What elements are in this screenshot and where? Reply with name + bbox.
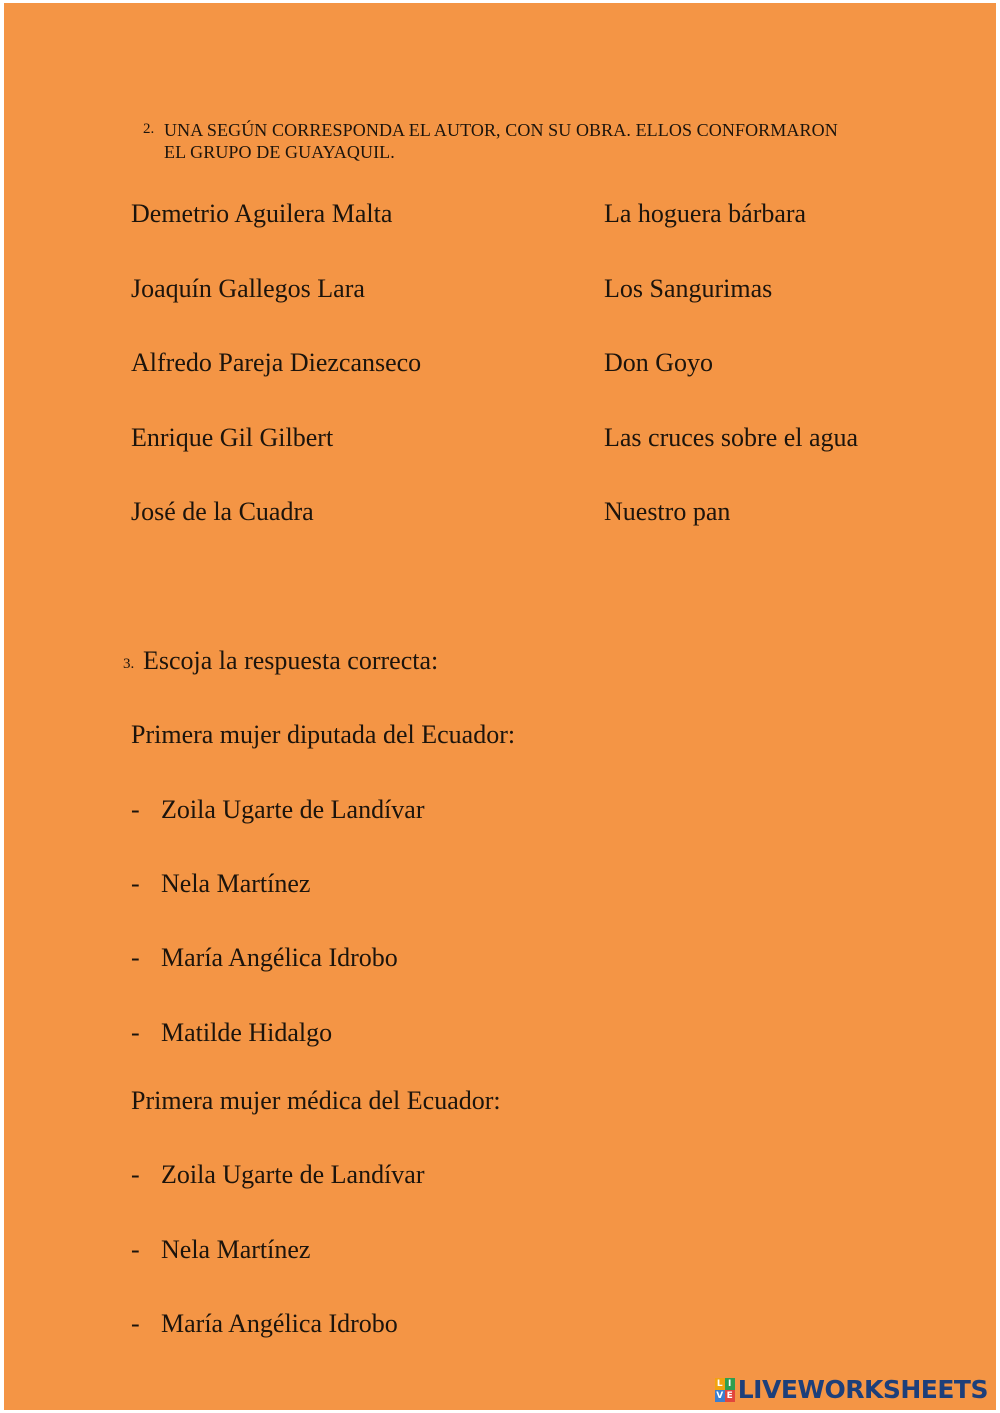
work-item[interactable]: Nuestro pan xyxy=(604,497,731,526)
option-bullet: - xyxy=(131,1018,140,1047)
work-item[interactable]: Don Goyo xyxy=(604,348,714,377)
question-2-instruction-line-2: EL GRUPO DE GUAYAQUIL. xyxy=(164,142,395,162)
option-bullet: - xyxy=(131,1160,140,1189)
question-3-number: 3. xyxy=(123,656,135,672)
work-item[interactable]: Los Sangurimas xyxy=(604,274,773,303)
question-3-instruction: Escoja la respuesta correcta: xyxy=(143,646,439,675)
option-item[interactable]: María Angélica Idrobo xyxy=(161,943,398,972)
liveworksheets-logo-text: LIVEWORKSHEETS xyxy=(737,1375,988,1404)
work-item[interactable]: La hoguera bárbara xyxy=(604,199,807,228)
logo-letter-v: V xyxy=(716,1390,724,1401)
author-item[interactable]: Alfredo Pareja Diezcanseco xyxy=(131,348,422,377)
logo-letter-i: I xyxy=(725,1378,735,1390)
author-item[interactable]: Demetrio Aguilera Malta xyxy=(131,199,393,228)
logo-letter-l: L xyxy=(715,1378,725,1390)
question-3-part-2-prompt: Primera mujer médica del Ecuador: xyxy=(131,1086,501,1115)
work-item[interactable]: Las cruces sobre el agua xyxy=(604,423,859,452)
option-bullet: - xyxy=(131,795,140,824)
author-item[interactable]: Joaquín Gallegos Lara xyxy=(131,274,365,303)
question-3-part-1-prompt: Primera mujer diputada del Ecuador: xyxy=(131,720,516,749)
option-item[interactable]: Matilde Hidalgo xyxy=(161,1018,333,1047)
option-item[interactable]: Nela Martínez xyxy=(161,869,311,898)
liveworksheets-logo xyxy=(715,1375,988,1404)
option-item[interactable]: Zoila Ugarte de Landívar xyxy=(161,795,425,824)
author-item[interactable]: Enrique Gil Gilbert xyxy=(131,423,334,452)
question-2-instruction-line-1: UNA SEGÚN CORRESPONDA EL AUTOR, CON SU OBRA. ELLOS CONFORMARON xyxy=(164,120,838,140)
option-bullet: - xyxy=(131,1309,140,1338)
option-item[interactable]: María Angélica Idrobo xyxy=(161,1309,398,1338)
worksheet-page xyxy=(4,3,996,1410)
author-item[interactable]: José de la Cuadra xyxy=(131,497,314,526)
option-bullet: - xyxy=(131,1235,140,1264)
logo-letter-e: E xyxy=(726,1390,733,1401)
option-item[interactable]: Nela Martínez xyxy=(161,1235,311,1264)
option-item[interactable]: Zoila Ugarte de Landívar xyxy=(161,1160,425,1189)
question-2-number: 2. xyxy=(143,121,155,137)
liveworksheets-logo-mark xyxy=(715,1378,735,1402)
option-bullet: - xyxy=(131,869,140,898)
option-bullet: - xyxy=(131,943,140,972)
